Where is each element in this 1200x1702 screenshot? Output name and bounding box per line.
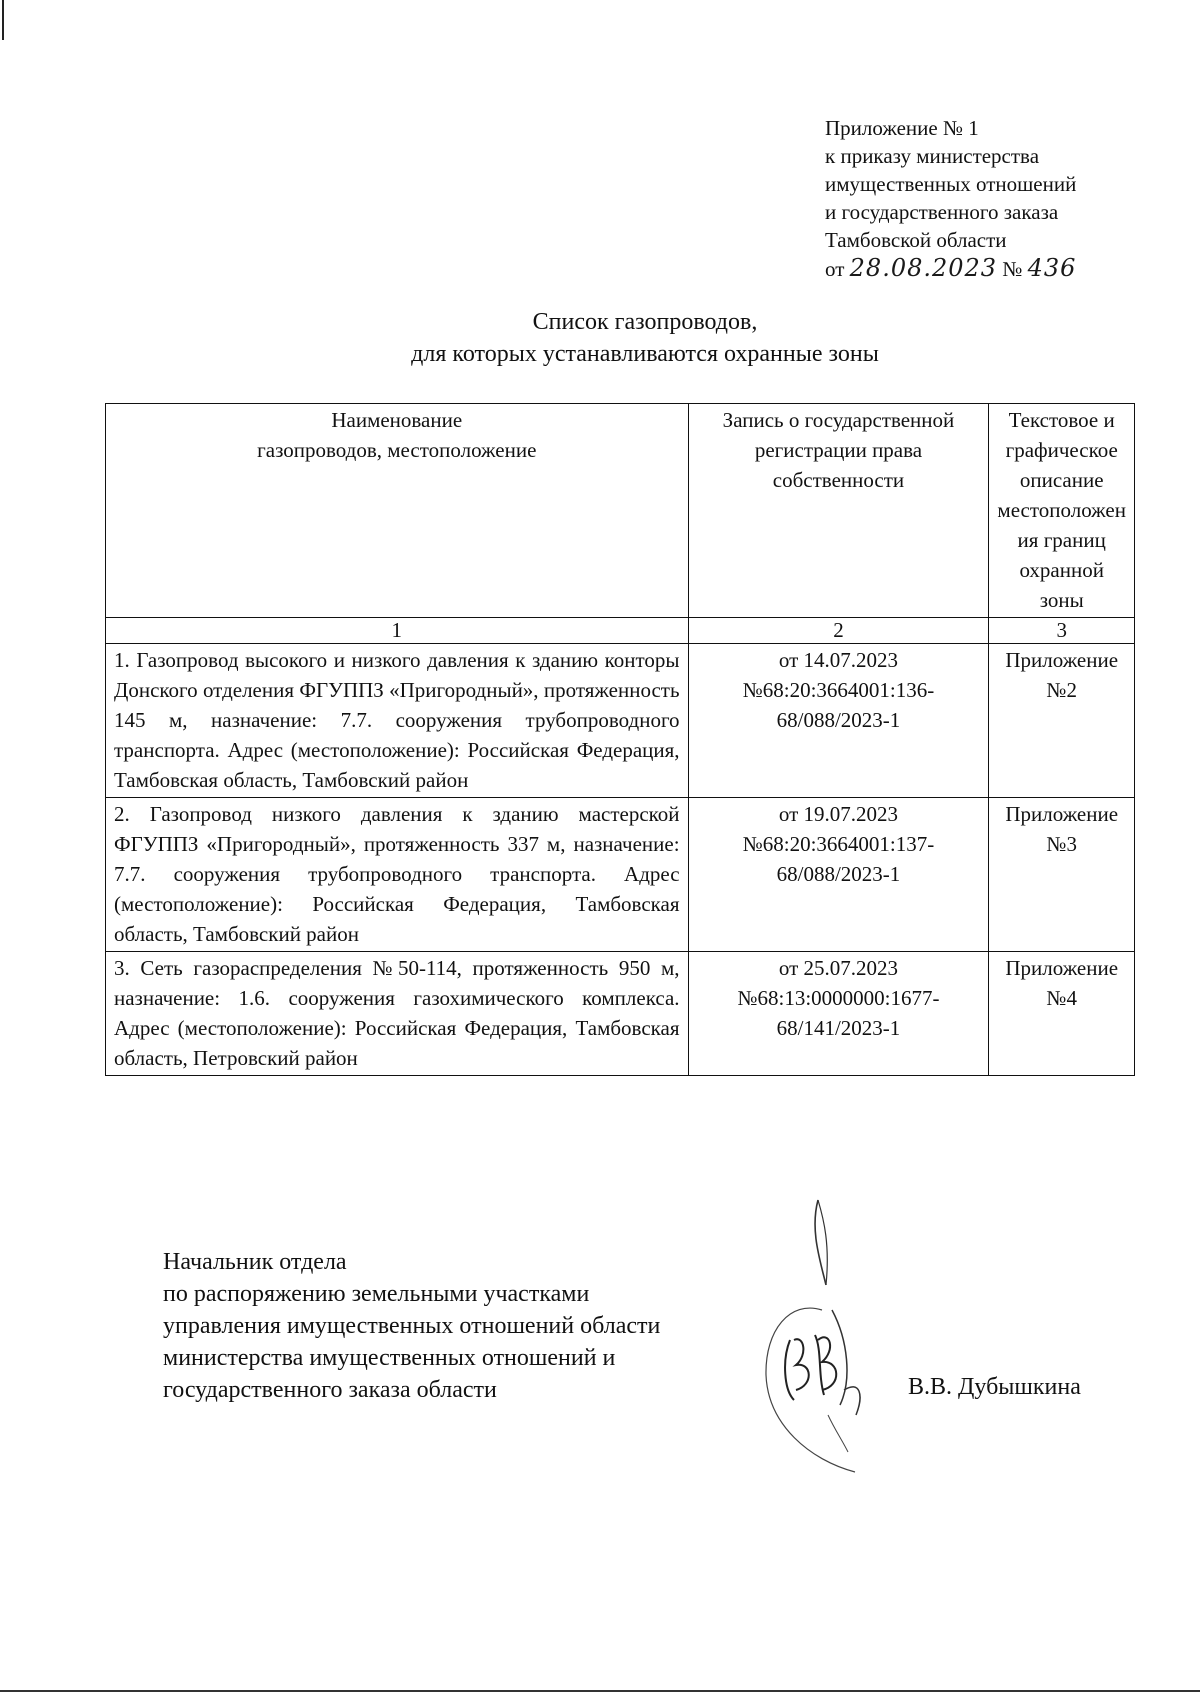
registration-number: 68/088/2023-1: [776, 708, 901, 732]
appendix-line: имущественных отношений: [825, 172, 1077, 196]
signer-position-line: Начальник отдела: [163, 1249, 347, 1275]
appendix-line: и государственного заказа: [825, 200, 1059, 224]
signer-position-line: управления имущественных отношений области: [163, 1313, 661, 1339]
registration-number: 68/141/2023-1: [776, 1016, 901, 1040]
attachment-number: №2: [1046, 678, 1077, 702]
header-text: ия границ: [1017, 528, 1106, 552]
header-registration: [688, 404, 989, 618]
column-number: 3: [989, 618, 1135, 644]
header-text: Текстовое и: [1008, 408, 1115, 432]
scan-edge: [0, 1690, 1200, 1692]
registration-record: [688, 798, 989, 952]
header-name-location: [106, 404, 689, 618]
registration-date: от 25.07.2023: [778, 956, 899, 980]
attachment-label: Приложение: [1005, 956, 1119, 980]
attachment-label: Приложение: [1005, 648, 1119, 672]
registration-record: [688, 644, 989, 798]
handwritten-number: 436: [1027, 254, 1077, 282]
header-text: описание: [1019, 468, 1104, 492]
column-number: 2: [688, 618, 989, 644]
signature-block: [163, 1246, 660, 1406]
signer-position-line: по распоряжению земельными участками: [163, 1281, 590, 1307]
handwritten-signature: [760, 1190, 900, 1480]
header-text: зоны: [1039, 588, 1084, 612]
attachment-number: №4: [1046, 986, 1077, 1010]
table-row: [106, 952, 1135, 1076]
attachment-ref: [989, 644, 1135, 798]
appendix-line: к приказу министерства: [825, 144, 1040, 168]
document-title: [0, 306, 1200, 370]
pipelines-table: [105, 403, 1135, 1076]
header-text: охранной: [1019, 558, 1104, 582]
signer-position-line: министерства имущественных отношений и: [163, 1345, 616, 1371]
appendix-block: [825, 114, 1076, 283]
number-label: №: [1002, 257, 1023, 281]
table-row: [106, 644, 1135, 798]
header-text: газопроводов, местоположение: [257, 438, 537, 462]
table-row: [106, 798, 1135, 952]
header-text: графическое: [1005, 438, 1118, 462]
signer-name: В.В. Дубышкина: [908, 1374, 1081, 1400]
attachment-label: Приложение: [1005, 802, 1119, 826]
pipeline-description: 1. Газопровод высокого и низкого давления к зданию конторы Донского отделения ФГУППЗ «Пригородный», протяженность 145 м, назначение: 7.7. сооружения трубопроводного транспорта. Адрес (местоположение): Российская Федерация, Тамбовская область, Тамбовский район: [106, 644, 689, 798]
header-description: [989, 404, 1135, 618]
column-number-row: [106, 618, 1135, 644]
attachment-number: №3: [1046, 832, 1077, 856]
registration-number: №68:13:0000000:1677-: [737, 986, 940, 1010]
attachment-ref: [989, 798, 1135, 952]
header-text: Наименование: [331, 408, 463, 432]
table-header-row: [106, 404, 1135, 618]
registration-date: от 14.07.2023: [778, 648, 899, 672]
column-number: 1: [106, 618, 689, 644]
registration-number: №68:20:3664001:137-: [742, 832, 935, 856]
header-text: собственности: [772, 468, 905, 492]
attachment-ref: [989, 952, 1135, 1076]
signer-position-line: государственного заказа области: [163, 1377, 497, 1403]
appendix-date-line: [825, 254, 1076, 283]
header-text: регистрации права: [754, 438, 923, 462]
header-text: Запись о государственной: [722, 408, 955, 432]
registration-date: от 19.07.2023: [778, 802, 899, 826]
header-text: местоположен: [997, 498, 1126, 522]
title-line: Список газопроводов,: [532, 309, 758, 335]
pipeline-description: 3. Сеть газораспределения №50-114, протяженность 950 м, назначение: 1.6. сооружения газохимического комплекса. Адрес (местоположение): Российская Федерация, Тамбовская область, Петровский район: [106, 952, 689, 1076]
appendix-line: Приложение № 1: [825, 116, 979, 140]
appendix-line: Тамбовской области: [825, 228, 1007, 252]
handwritten-date: 28.08.2023: [849, 254, 998, 282]
registration-record: [688, 952, 989, 1076]
title-line: для которых устанавливаются охранные зоны: [411, 341, 879, 367]
pipeline-description: 2. Газопровод низкого давления к зданию мастерской ФГУППЗ «Пригородный», протяженность 337 м, назначение: 7.7. сооружения трубопроводного транспорта. Адрес (местоположение): Российская Федерация, Тамбовская область, Тамбовский район: [106, 798, 689, 952]
scan-edge: [2, 0, 4, 40]
registration-number: №68:20:3664001:136-: [742, 678, 935, 702]
from-label: от: [825, 257, 845, 281]
registration-number: 68/088/2023-1: [776, 862, 901, 886]
